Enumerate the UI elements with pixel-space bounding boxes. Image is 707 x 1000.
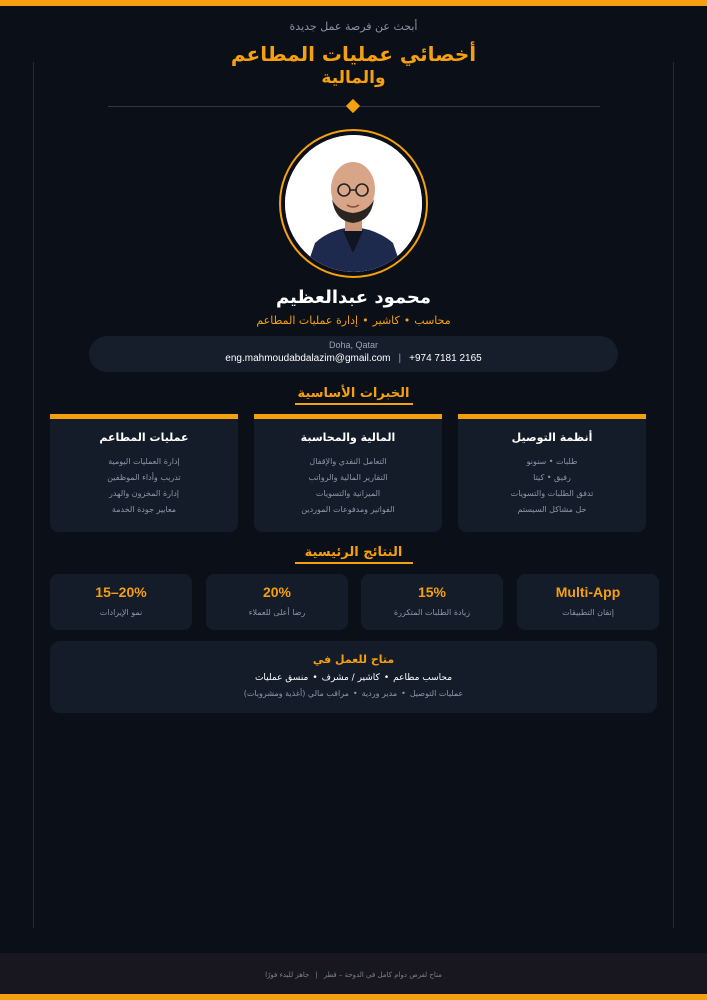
skill-card-finance <box>254 414 442 532</box>
metric-value: 15% <box>417 584 447 600</box>
metric-card <box>50 574 192 630</box>
skills-section-title: الخبرات الأساسية <box>0 386 707 405</box>
footer-availability: متاح لفرص دوام كامل في الدوحة – قطر <box>323 971 442 979</box>
metric-label: زيادة الطلبات المتكررة <box>393 608 471 617</box>
skill-card-title: المالية والمحاسبة <box>300 431 396 444</box>
tagline: أبحث عن فرصة عمل جديدة <box>289 20 418 33</box>
availability-item: مراقب مالي (أغذية ومشروبات) <box>243 689 349 698</box>
contact-line: eng.mahmoudabdalazim@gmail.com | +974 7181 2165 <box>225 353 482 364</box>
phone-link[interactable]: +974 7181 2165 <box>409 353 482 364</box>
metric-value: 15–20% <box>95 584 147 600</box>
skill-item: إدارة المخزون والهدر <box>108 489 180 498</box>
footer-text: متاح لفرص دوام كامل في الدوحة – قطر|جاهز للبدء فورًا <box>265 971 442 979</box>
skill-item: حل مشاكل السيستم <box>517 505 587 514</box>
skill-item: تدفق الطلبات والتسويات <box>510 489 594 498</box>
page-title: أخصائي عمليات المطاعم <box>230 42 477 66</box>
header <box>0 20 707 89</box>
diamond-icon <box>346 99 360 113</box>
metric-label: رضا أعلى للعملاء <box>248 608 306 617</box>
availability-item: عمليات التوصيل <box>409 689 464 698</box>
skill-item: التعامل النقدي والإقفال <box>309 457 387 466</box>
avatar <box>285 135 422 272</box>
section-underline <box>295 403 413 405</box>
portrait-image <box>285 135 422 272</box>
metric-value: 20% <box>262 584 292 600</box>
skill-item: إدارة العمليات اليومية <box>108 457 180 466</box>
availability-item: مدير وردية <box>361 689 398 698</box>
footer-ready: جاهز للبدء فورًا <box>265 971 310 979</box>
contact-box <box>89 336 618 372</box>
role-list: محاسب•كاشير•إدارة عمليات المطاعم <box>256 314 451 327</box>
role-item: كاشير <box>372 314 400 327</box>
skill-item: معايير جودة الخدمة <box>111 505 177 514</box>
skill-item: الميزانية والتسويات <box>315 489 381 498</box>
skill-item: الفواتير ومدفوعات الموردين <box>301 505 395 514</box>
page-subtitle: والمالية <box>321 68 386 88</box>
skill-item: تدريب وأداء الموظفين <box>107 473 181 482</box>
top-accent-bar <box>0 0 707 6</box>
availability-roles-primary: محاسب مطاعم•كاشير / مشرف•منسق عمليات <box>254 673 453 683</box>
metric-label: إتقان التطبيقات <box>562 608 614 617</box>
skill-item: رفيق • كيتا <box>533 473 571 482</box>
left-frame-line <box>33 62 34 928</box>
availability-item: كاشير / مشرف <box>321 673 380 683</box>
availability-item: منسق عمليات <box>254 673 309 683</box>
availability-title: متاح للعمل في <box>312 653 395 666</box>
location-text: Doha, Qatar <box>328 340 379 350</box>
availability-box <box>50 641 657 713</box>
bottom-accent-bar <box>0 994 707 1000</box>
person-name: محمود عبدالعظيم <box>275 287 432 308</box>
skill-item: التقارير المالية والرواتب <box>308 473 388 482</box>
avatar-frame <box>279 129 428 278</box>
availability-roles-secondary: عمليات التوصيل•مدير وردية•مراقب مالي (أغذية ومشروبات) <box>243 689 464 698</box>
skill-card-operations <box>50 414 238 532</box>
metric-card <box>517 574 659 630</box>
role-item: إدارة عمليات المطاعم <box>256 314 359 327</box>
section-underline <box>295 562 413 564</box>
footer <box>0 953 707 994</box>
skill-card-title: عمليات المطاعم <box>99 431 189 444</box>
results-section-title: النتائج الرئيسية <box>0 545 707 564</box>
metric-value: Multi-App <box>555 584 621 600</box>
right-frame-line <box>673 62 674 928</box>
metric-label: نمو الإيرادات <box>99 608 143 617</box>
skill-card-delivery <box>458 414 646 532</box>
availability-item: محاسب مطاعم <box>393 673 453 683</box>
skill-item: طلبات • سنونو <box>526 457 578 466</box>
role-item: محاسب <box>414 314 451 327</box>
metric-card <box>361 574 503 630</box>
skill-card-title: أنظمة التوصيل <box>511 431 593 444</box>
metric-card <box>206 574 348 630</box>
email-link[interactable]: eng.mahmoudabdalazim@gmail.com <box>225 353 391 364</box>
